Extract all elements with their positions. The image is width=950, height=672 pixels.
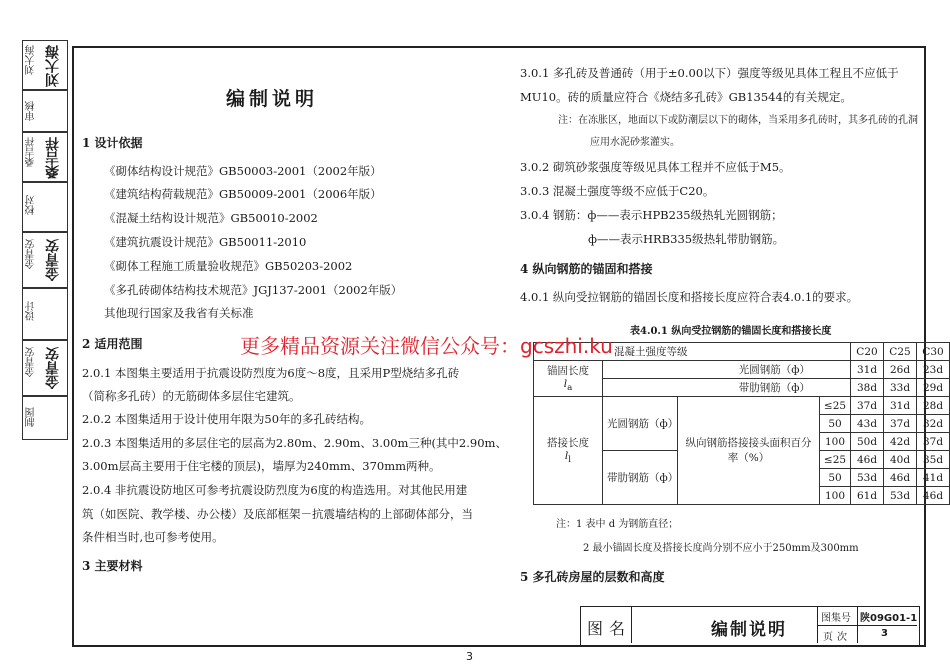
cell: 40d [884, 451, 917, 469]
row-label: 带肋钢筋（ф） [603, 379, 851, 397]
cell: 26d [884, 361, 917, 379]
section-heading: 5 多孔砖房屋的层数和高度 [520, 570, 665, 584]
lap-symbol: l [564, 450, 569, 463]
grade-header: C30 [917, 343, 950, 361]
cell: 35d [917, 451, 950, 469]
cell: 46d [884, 469, 917, 487]
drawing-name-label: 图名 [587, 619, 632, 638]
cell: 33d [884, 379, 917, 397]
cell: 53d [851, 469, 884, 487]
reference-item: 《砌体工程施工质量验收规范》GB50203-2002 [104, 259, 353, 273]
signature: 桑吉祥 [45, 137, 61, 179]
note: 注：在冻胀区，地面以下或防潮层以下的砌体，当采用多孔砖时，其多孔砖的孔洞 [558, 115, 918, 126]
cell: 31d [884, 397, 917, 415]
table-note: 2 最小锚固长度及搭接长度尚分别不应小于250mm及300mm [583, 543, 859, 554]
page-label: 页次 [823, 632, 851, 643]
signature: 金青安 [45, 239, 61, 281]
role-label: 金青安 [26, 347, 37, 377]
cell: 32d [917, 415, 950, 433]
pct-cell: 50 [820, 469, 851, 487]
table-note: 注：1 表中 d 为钢筋直径； [556, 519, 679, 530]
sidebar-cell [22, 182, 68, 232]
reference-item: 《建筑结构荷载规范》GB50009-2001（2006年版） [104, 187, 382, 201]
paragraph: （简称多孔砖）的无筋砌体多层住宅建筑。 [82, 389, 301, 403]
signature: 刘大海 [45, 45, 61, 87]
pct-cell: 50 [820, 415, 851, 433]
grade-header: C25 [884, 343, 917, 361]
paragraph: 4.0.1 纵向受拉钢筋的锚固长度和搭接长度应符合表4.0.1的要求。 [520, 290, 859, 304]
paragraph: 3.0.3 混凝土强度等级不应低于C20。 [520, 184, 715, 198]
paragraph: 3.00m层高主要用于住宅楼的顶层)，墙厚为240mm、370mm两种。 [82, 459, 441, 473]
cell: 37d [884, 415, 917, 433]
reference-item: 《砌体结构设计规范》GB50003-2001（2002年版） [104, 164, 382, 178]
role-label: 设计 [26, 301, 37, 321]
role-label: 审核 [26, 101, 37, 121]
lap-length-symbol [534, 450, 602, 465]
lap-length-text: 搭接长度 [547, 437, 589, 450]
section-heading: 2 适用范围 [82, 337, 143, 351]
cell: 37d [917, 433, 950, 451]
grade-header: C20 [851, 343, 884, 361]
lap-percentage-label: 纵向钢筋搭接接头面积百分率（%） [678, 397, 820, 505]
note: 应用水泥砂浆灌实。 [590, 137, 680, 148]
reference-item: 《多孔砖砌体结构技术规范》JGJ137-2001（2002年版） [104, 283, 403, 297]
paragraph: 条件相当时,也可参考使用。 [82, 530, 224, 544]
role-label: 桑吉祥 [26, 137, 37, 167]
section-heading: 1 设计依据 [82, 136, 143, 150]
reference-item: 《混凝土结构设计规范》GB50010-2002 [104, 211, 318, 225]
smooth-bar-label: 光圆钢筋（ф） [603, 397, 678, 451]
paragraph: 2.0.2 本图集适用于设计使用年限为50年的多孔砖结构。 [82, 412, 372, 426]
sidebar-cell [22, 40, 68, 90]
cell: 61d [851, 487, 884, 505]
lap-length-label [534, 397, 603, 505]
sidebar-cell [22, 90, 68, 132]
pct-cell: ≤25 [820, 451, 851, 469]
cell: 46d [851, 451, 884, 469]
watermark: 更多精品资源关注微信公众号：gcszhi.ku [240, 334, 613, 358]
paragraph: 3.0.4 钢筋：ф——表示HPB235级热轧光圆钢筋； [520, 208, 783, 222]
atlas-number: 陕09G01-1 [860, 613, 918, 624]
anchor-symbol: l [563, 378, 568, 391]
cell: 28d [917, 397, 950, 415]
ribbed-bar-label: 带肋钢筋（ф） [603, 451, 678, 505]
reference-item: 《建筑抗震设计规范》GB50011-2010 [104, 235, 307, 249]
cell: 50d [851, 433, 884, 451]
paragraph: 3.0.2 砌筑砂浆强度等级见具体工程并不应低于M5。 [520, 160, 791, 174]
paragraph: 3.0.1 多孔砖及普通砖（用于±0.00以下）强度等级见具体工程且不应低于 [520, 66, 899, 80]
cell: 37d [851, 397, 884, 415]
role-label: 制图 [26, 407, 37, 427]
cell: 53d [884, 487, 917, 505]
anchor-subscript: a [567, 383, 573, 394]
anchorage-table [533, 342, 950, 505]
signature: 金青安 [45, 347, 61, 389]
section-heading: 4 纵向钢筋的锚固和搭接 [520, 262, 653, 276]
signature-column [22, 40, 68, 440]
role-label: 校对 [26, 195, 37, 215]
anchor-length-label [534, 361, 603, 397]
cell: 38d [851, 379, 884, 397]
paragraph: ф——表示HRB335级热轧带肋钢筋。 [588, 232, 785, 246]
cell: 29d [917, 379, 950, 397]
paragraph: 2.0.4 非抗震设防地区可参考抗震设防烈度为6度的构造选用。对其他民用建 [82, 483, 468, 497]
page-value: 3 [881, 628, 888, 639]
sidebar-cell [22, 288, 68, 340]
table-header: 混凝土强度等级 [534, 343, 851, 361]
cell: 46d [917, 487, 950, 505]
section-heading: 3 主要材料 [82, 559, 143, 573]
table-title: 表4.0.1 纵向受拉钢筋的锚固长度和搭接长度 [630, 326, 832, 337]
anchor-length-text: 锚固长度 [547, 365, 589, 378]
cell: 31d [851, 361, 884, 379]
page-number: 3 [466, 650, 473, 663]
paragraph: MU10。砖的质量应符合《烧结多孔砖》GB13544的有关规定。 [520, 90, 852, 104]
cell: 41d [917, 469, 950, 487]
cell: 42d [884, 433, 917, 451]
lap-subscript: l [568, 455, 572, 466]
sidebar-cell [22, 340, 68, 396]
row-label: 光圆钢筋（ф） [603, 361, 851, 379]
role-label: 刘大海 [26, 45, 37, 75]
cell: 23d [917, 361, 950, 379]
page-title: 编制说明 [226, 88, 319, 110]
drawing-name: 编制说明 [711, 620, 787, 640]
reference-item: 其他现行国家及我省有关标准 [104, 306, 254, 320]
paragraph: 筑（如医院、教学楼、办公楼）及底部框架－抗震墙结构的上部砌体部分，当 [82, 507, 473, 521]
cell: 43d [851, 415, 884, 433]
paragraph: 2.0.1 本图集主要适用于抗震设防烈度为6度～8度，且采用P型烧结多孔砖 [82, 366, 460, 380]
pct-cell: 100 [820, 487, 851, 505]
sidebar-cell [22, 232, 68, 288]
pct-cell: 100 [820, 433, 851, 451]
paragraph: 2.0.3 本图集适用的多层住宅的层高为2.80m、2.90m、3.00m三种(其中2.90m、 [82, 436, 507, 450]
sidebar-cell [22, 396, 68, 440]
pct-cell: ≤25 [820, 397, 851, 415]
role-label: 金青安 [26, 239, 37, 269]
anchor-length-symbol [534, 378, 602, 393]
title-block [580, 606, 920, 646]
sidebar-cell [22, 132, 68, 182]
atlas-label: 图集号 [821, 613, 851, 624]
